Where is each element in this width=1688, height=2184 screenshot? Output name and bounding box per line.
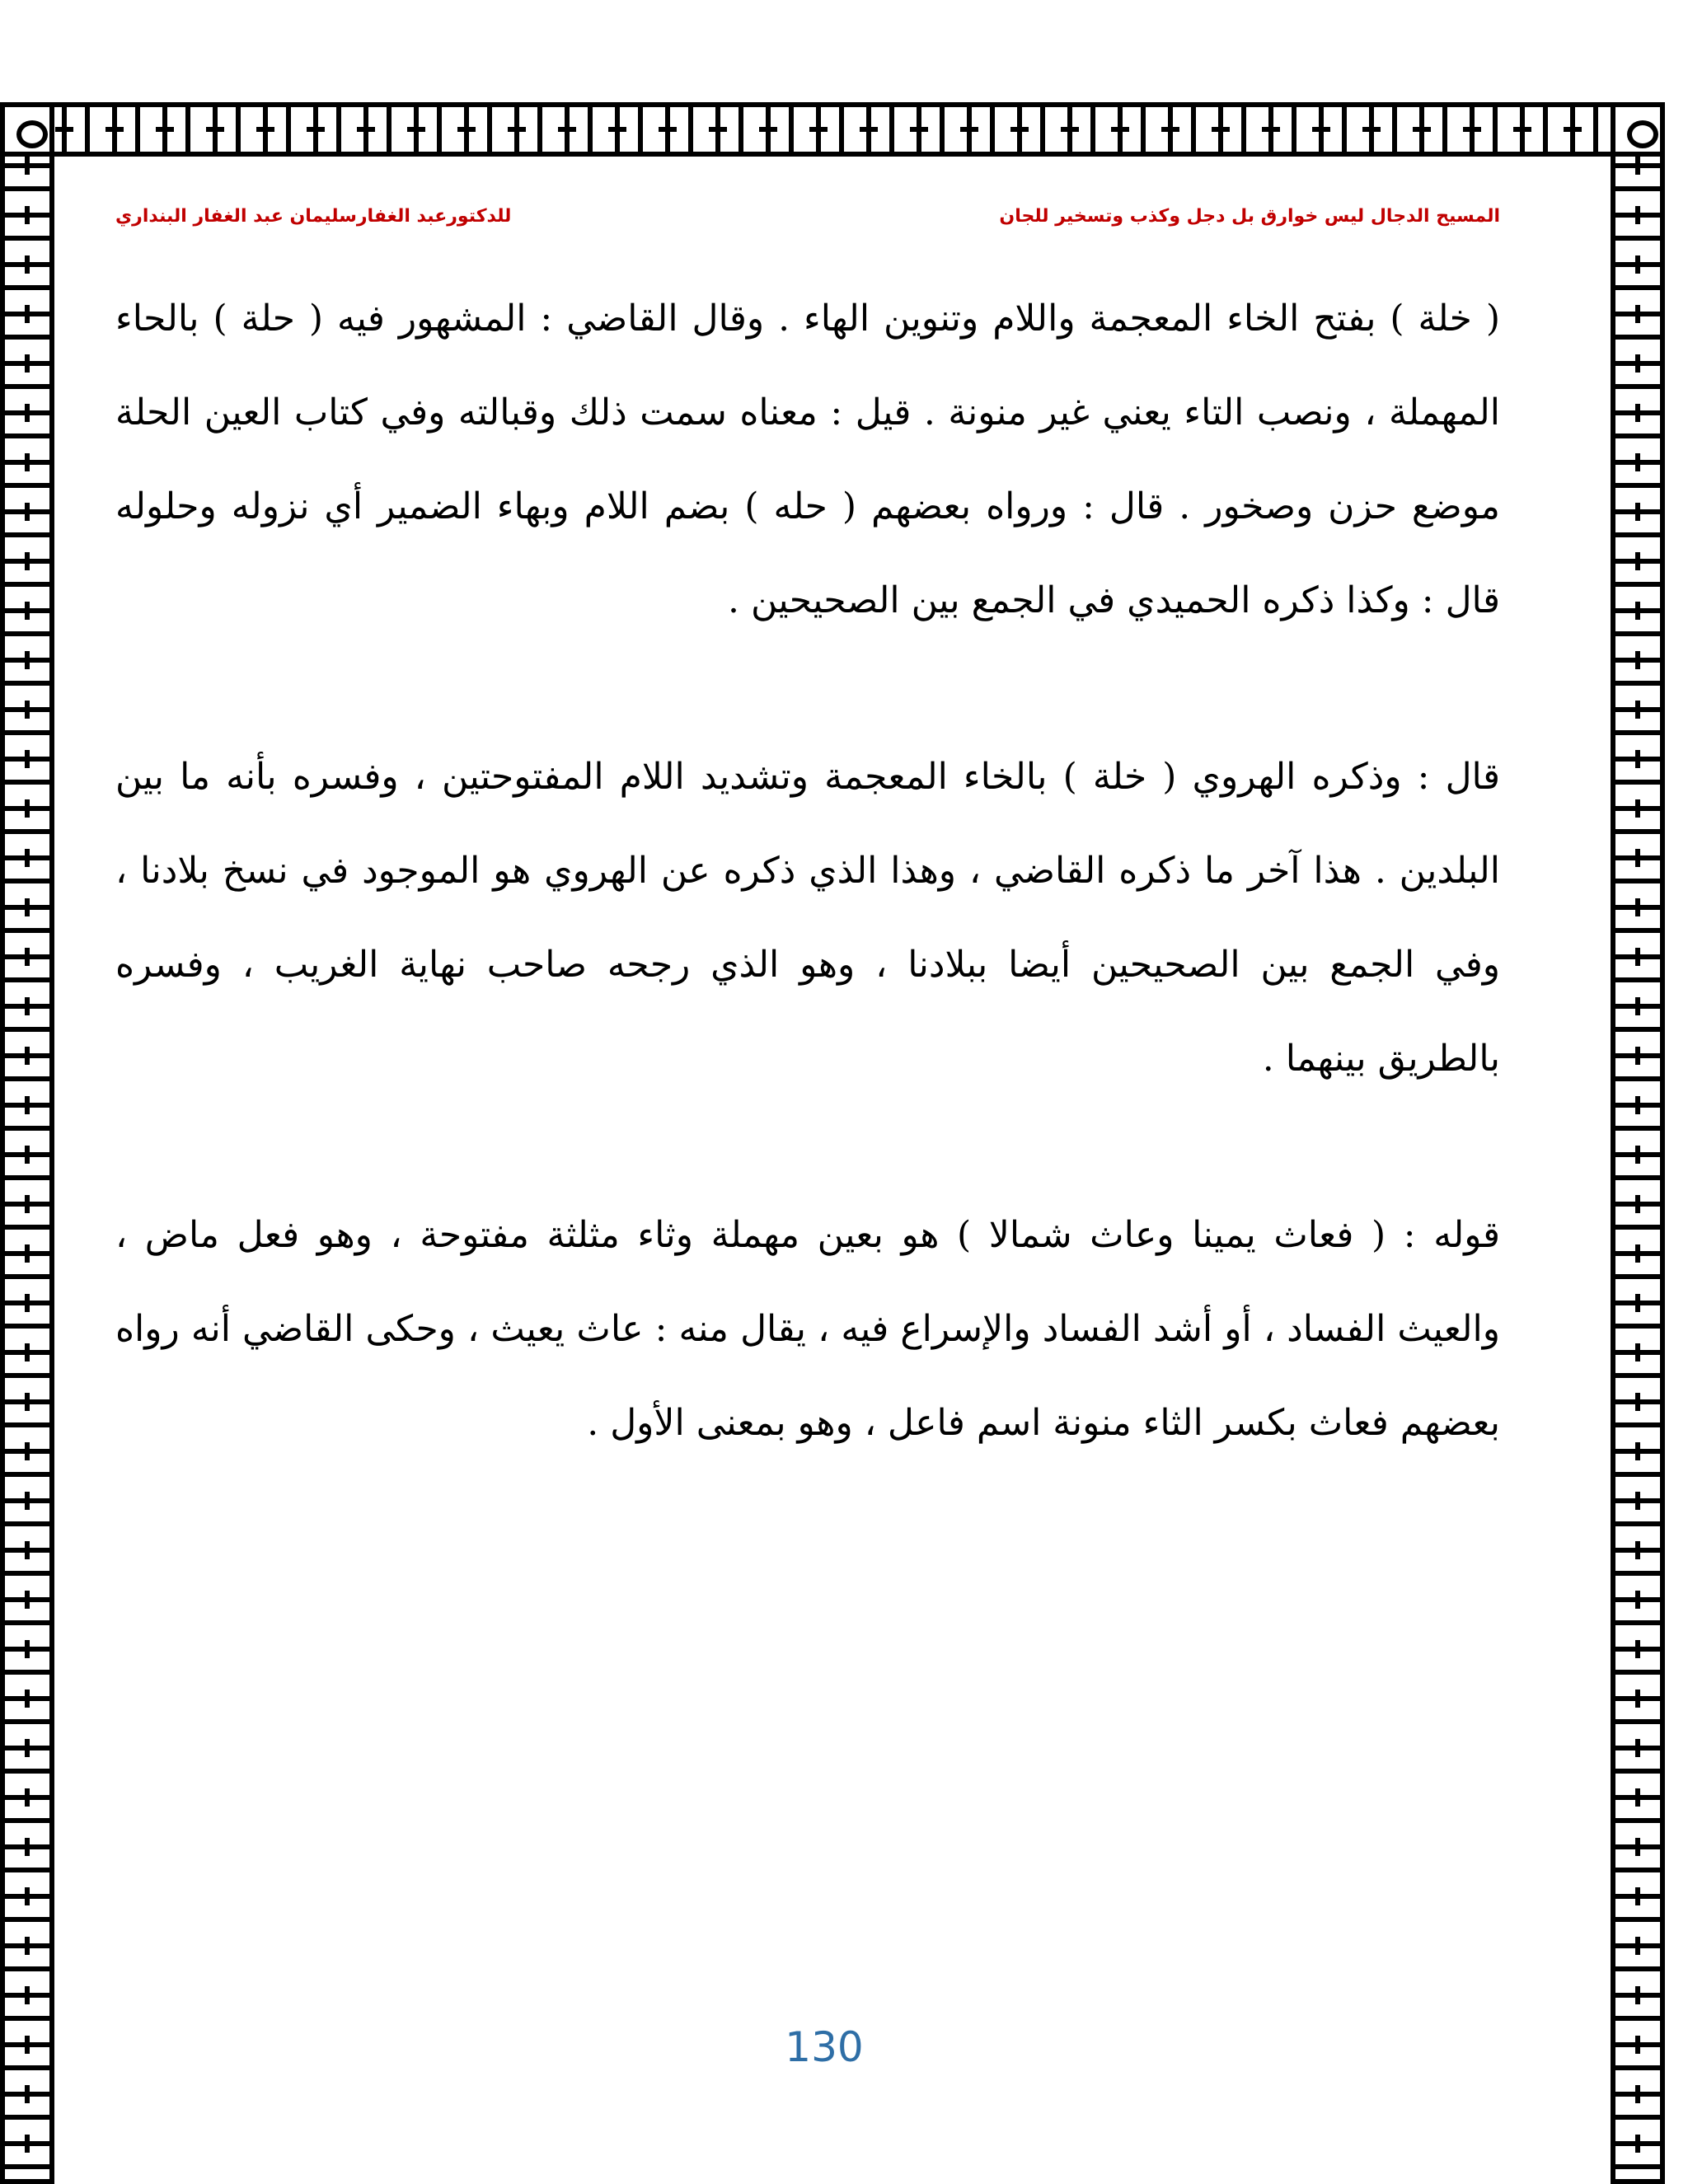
paragraph-3: قوله : ( فعاث يمينا وعاث شمالا ) هو بعين مهملة وثاء مثلثة مفتوحة ، وهو فعل ماض ، والعيث الفساد ، أو أشد الفساد والإسراع فيه ، يقال منه : عاث يعيث ، وحكى القاضي أنه رواه بعضهم فعاث بكسر الثاء منونة اسم فاعل ، وهو بمعنى الأول . <box>115 1214 1500 1444</box>
corner-ornament-right <box>1611 102 1665 157</box>
book-title: المسيح الدجال ليس خوارق بل دجل وكذب وتسخير للجان <box>999 206 1500 227</box>
page-header <box>115 206 1500 239</box>
paragraph-1: ( خلة ) بفتح الخاء المعجمة واللام وتنوين الهاء . وقال القاضي : المشهور فيه ( حلة ) بالحاء المهملة ، ونصب التاء يعني غير منونة . قيل : معناه سمت ذلك وقبالته وفي كتاب العين الحلة موضع حزن وصخور . قال : ورواه بعضهم ( حله ) بضم اللام وبهاء الضمير أي نزوله وحلوله قال : وكذا ذكره الحميدي في الجمع بين الصحيحين . <box>115 298 1501 621</box>
corner-ornament-left <box>0 102 54 157</box>
page-body <box>115 272 1500 1470</box>
border-left <box>0 152 54 2184</box>
paragraph-2: قال : وذكره الهروي ( خلة ) بالخاء المعجمة وتشديد اللام المفتوحتين ، وفسره بأنه ما بين البلدين . هذا آخر ما ذكره القاضي ، وهذا الذي ذكره عن الهروي هو الموجود في نسخ بلادنا ، وفي الجمع بين الصحيحين أيضا ببلادنا ، وهو الذي رجحه صاحب نهاية الغريب ، وفسره بالطريق بينهما . <box>115 756 1500 1080</box>
border-right <box>1611 152 1665 2184</box>
page-number: 130 <box>785 2023 864 2071</box>
author-name: للدكتورعبد الغفارسليمان عبد الغفار البنداري <box>115 206 512 227</box>
border-top <box>0 102 1665 157</box>
